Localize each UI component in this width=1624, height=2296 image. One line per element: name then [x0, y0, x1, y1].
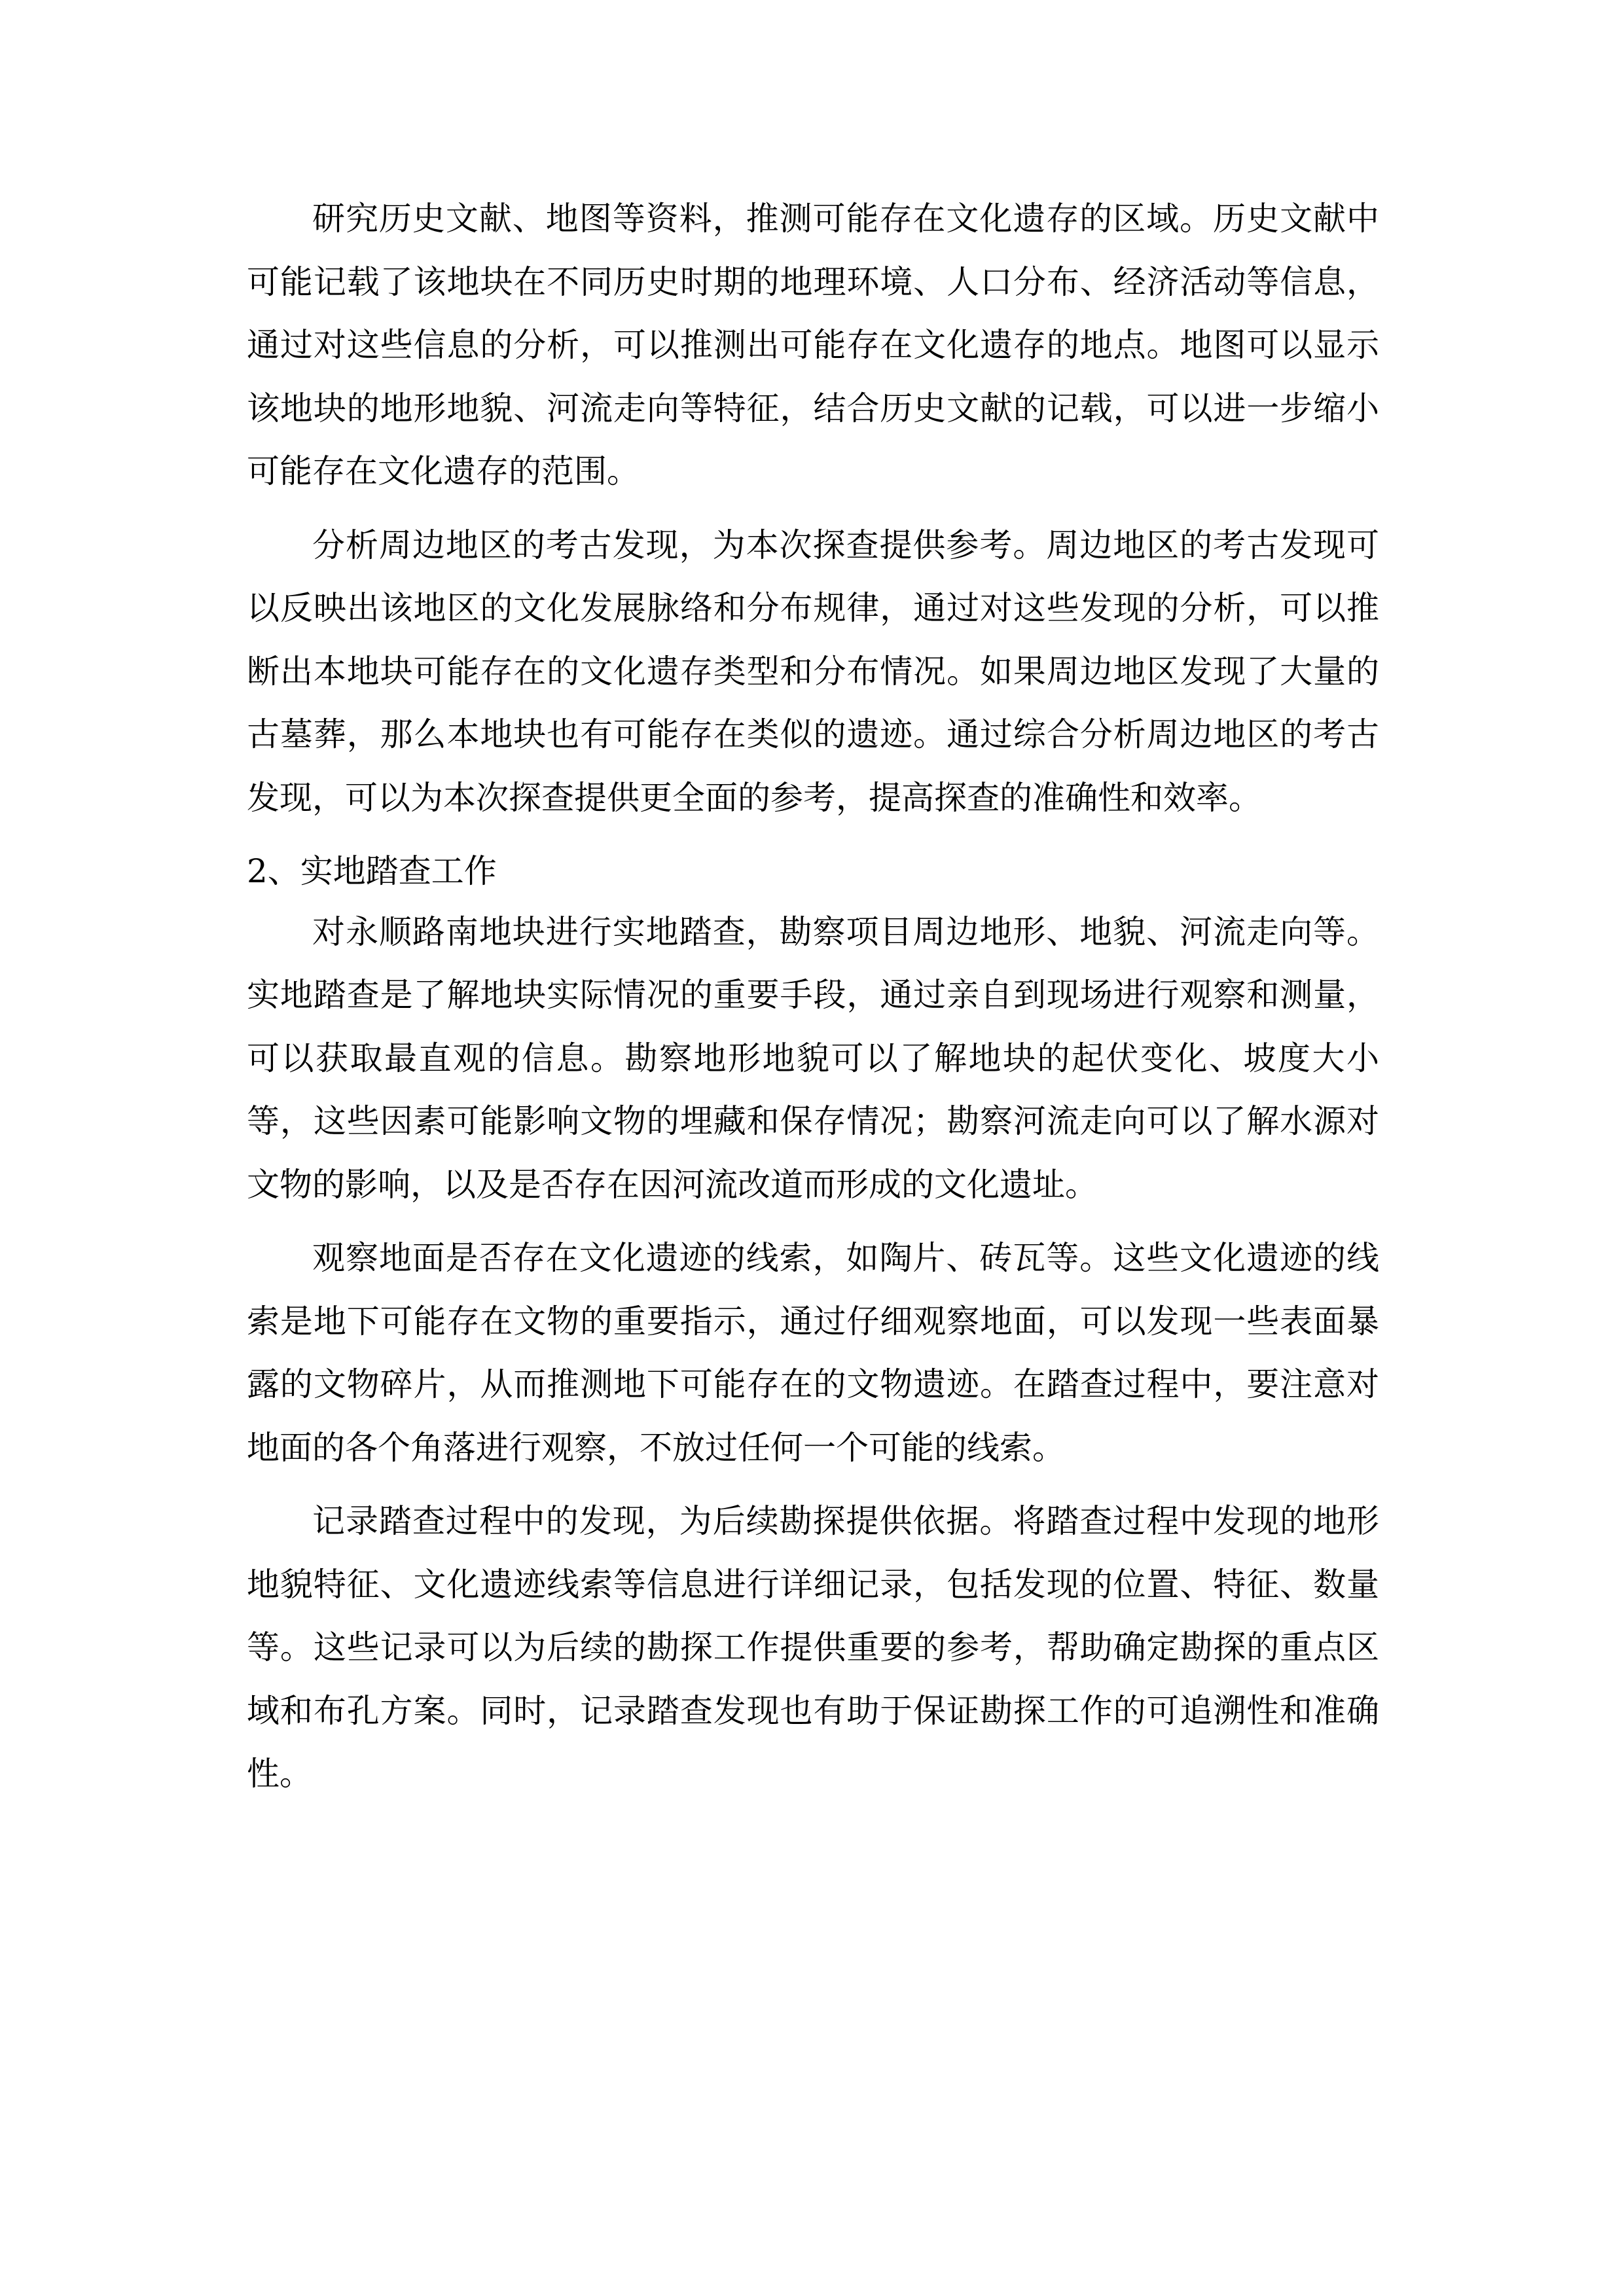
text-content	[247, 187, 1379, 1806]
paragraph-site-reconnaissance: 对永顺路南地块进行实地踏查，勘察项目周边地形、地貌、河流走向等。实地踏查是了解地块实际情况的重要手段，通过亲自到现场进行观察和测量，可以获取最直观的信息。勘察地形地貌可以了解地块的起伏变化、坡度大小等，这些因素可能影响文物的埋藏和保存情况；勘察河流走向可以了解水源对文物的影响，以及是否存在因河流改道而形成的文化遗址。	[247, 912, 1379, 1204]
paragraph-survey-records: 记录踏查过程中的发现，为后续勘探提供依据。将踏查过程中发现的地形地貌特征、文化遗迹线索等信息进行详细记录，包括发现的位置、特征、数量等。这些记录可以为后续的勘探工作提供重要的参考，帮助确定勘探的重点区域和布孔方案。同时，记录踏查发现也有助于保证勘探工作的可追溯性和准确性。	[247, 1502, 1379, 1793]
paragraph-surrounding-archaeology: 分析周边地区的考古发现，为本次探查提供参考。周边地区的考古发现可以反映出该地区的文化发展脉络和分布规律，通过对这些发现的分析，可以推断出本地块可能存在的文化遗存类型和分布情况。如果周边地区发现了大量的古墓葬，那么本地块也有可能存在类似的遗迹。通过综合分析周边地区的考古发现，可以为本次探查提供更全面的参考，提高探查的准确性和效率。	[247, 526, 1379, 817]
paragraph-historical-documents: 研究历史文献、地图等资料，推测可能存在文化遗存的区域。历史文献中可能记载了该地块在不同历史时期的地理环境、人口分布、经济活动等信息，通过对这些信息的分析，可以推测出可能存在文化遗存的地点。地图可以显示该地块的地形地貌、河流走向等特征，结合历史文献的记载，可以进一步缩小可能存在文化遗存的范围。	[247, 200, 1379, 490]
section-heading-field-survey: 2、实地踏查工作	[247, 852, 497, 890]
paragraph-ground-observation: 观察地面是否存在文化遗迹的线索，如陶片、砖瓦等。这些文化遗迹的线索是地下可能存在文物的重要指示，通过仔细观察地面，可以发现一些表面暴露的文物碎片，从而推测地下可能存在的文物遗迹。在踏查过程中，要注意对地面的各个角落进行观察，不放过任何一个可能的线索。	[247, 1239, 1379, 1467]
